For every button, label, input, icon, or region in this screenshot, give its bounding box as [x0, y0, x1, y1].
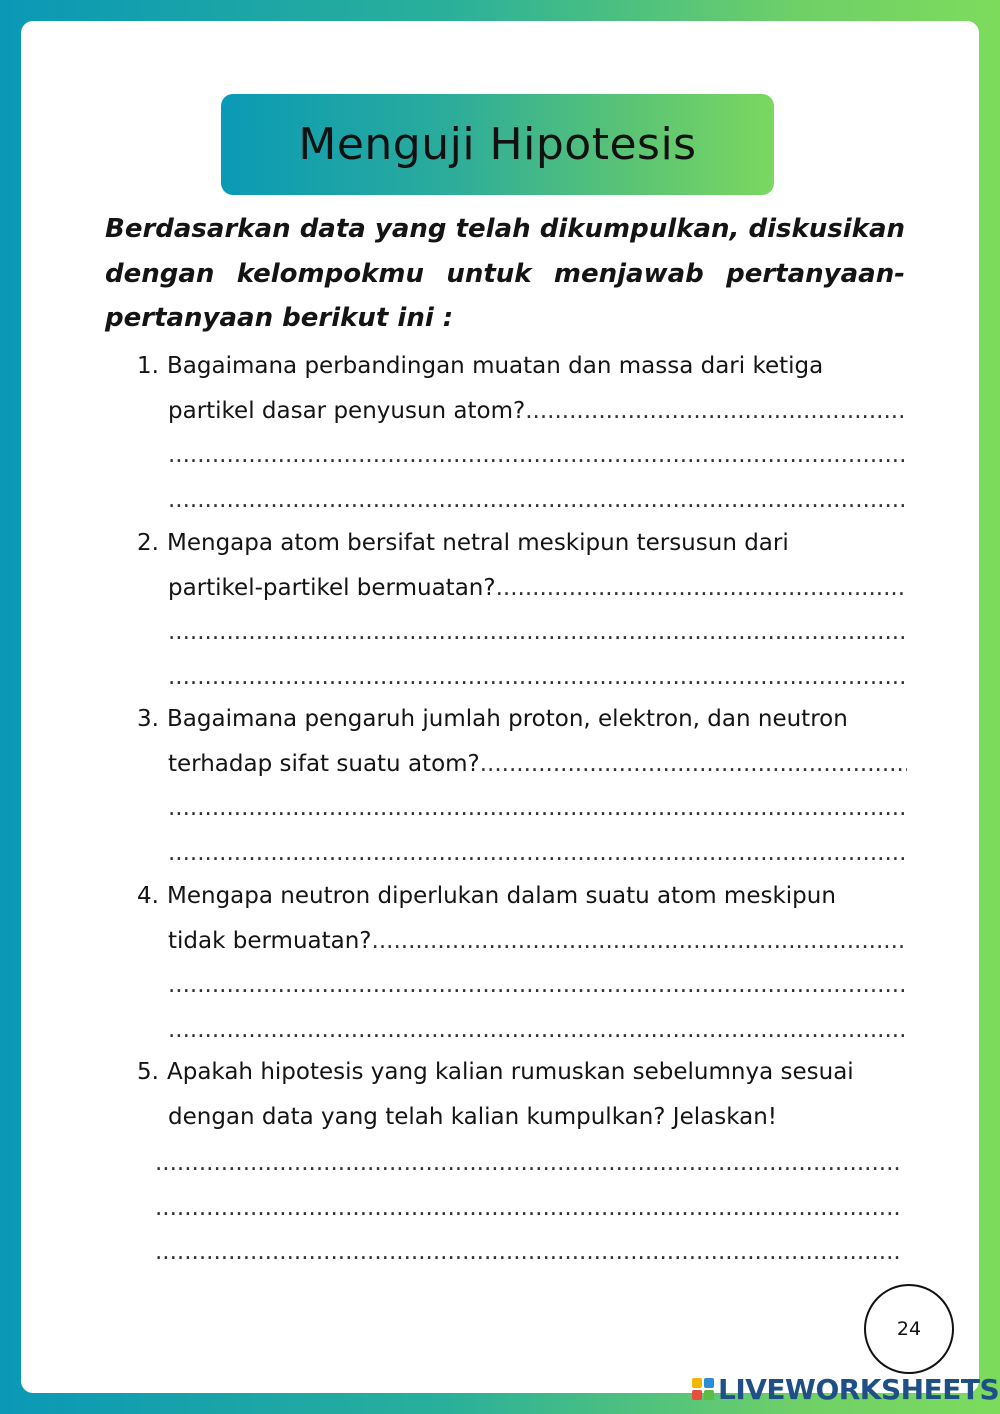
answer-line[interactable] — [525, 389, 907, 434]
answer-line[interactable] — [168, 610, 907, 655]
answer-line[interactable] — [168, 786, 907, 831]
question-text-line2: terhadap sifat suatu atom? — [168, 750, 480, 777]
question-number: 5. — [137, 1059, 159, 1085]
liveworksheets-logo-icon — [692, 1378, 714, 1400]
question-text-line1: Mengapa neutron diperlukan dalam suatu atom meskipun — [167, 883, 836, 909]
question-text-line1: Mengapa atom bersifat netral meskipun tersusun dari — [167, 530, 789, 556]
answer-line[interactable] — [480, 742, 907, 787]
page-number: 24 — [864, 1284, 954, 1374]
question-5 — [137, 1050, 907, 1139]
answer-line[interactable] — [168, 433, 907, 478]
question-text-line1: Bagaimana pengaruh jumlah proton, elektron, dan neutron — [167, 706, 848, 732]
question-text-line2: partikel-partikel bermuatan? — [168, 574, 496, 601]
answer-line[interactable] — [168, 1008, 907, 1053]
question-text-line2: partikel dasar penyusun atom? — [168, 397, 526, 424]
answer-line[interactable] — [372, 919, 907, 964]
question-5-answer-lines — [155, 1141, 900, 1275]
answer-line[interactable] — [155, 1230, 900, 1275]
intro-instruction: Berdasarkan data yang telah dikumpulkan, diskusikan dengan kelompokmu untuk menjawab pertanyaan-pertanyaan berikut ini : — [105, 214, 905, 333]
question-number: 2. — [137, 530, 159, 556]
answer-line[interactable] — [496, 566, 907, 611]
question-number: 4. — [137, 883, 159, 909]
answer-line[interactable] — [168, 831, 907, 876]
liveworksheets-watermark — [692, 1372, 999, 1406]
page-title: Menguji Hipotesis — [298, 119, 697, 170]
answer-line[interactable] — [168, 655, 907, 700]
question-number: 1. — [137, 353, 159, 379]
title-banner — [221, 94, 774, 195]
question-text-line1: Apakah hipotesis yang kalian rumuskan sebelumnya sesuai — [167, 1059, 854, 1085]
question-1 — [137, 344, 907, 522]
question-text-line2: tidak bermuatan? — [168, 927, 372, 954]
question-4 — [137, 874, 907, 1052]
question-text-line2: dengan data yang telah kalian kumpulkan? Jelaskan! — [168, 1103, 778, 1130]
answer-line[interactable] — [168, 963, 907, 1008]
watermark-text: LIVEWORKSHEETS — [718, 1372, 1000, 1406]
answer-line[interactable] — [168, 478, 907, 523]
answer-line[interactable] — [155, 1186, 900, 1231]
answer-line[interactable] — [155, 1141, 900, 1186]
question-number: 3. — [137, 706, 159, 732]
question-2 — [137, 521, 907, 699]
question-3 — [137, 697, 907, 875]
question-text-line1: Bagaimana perbandingan muatan dan massa dari ketiga — [167, 353, 824, 379]
